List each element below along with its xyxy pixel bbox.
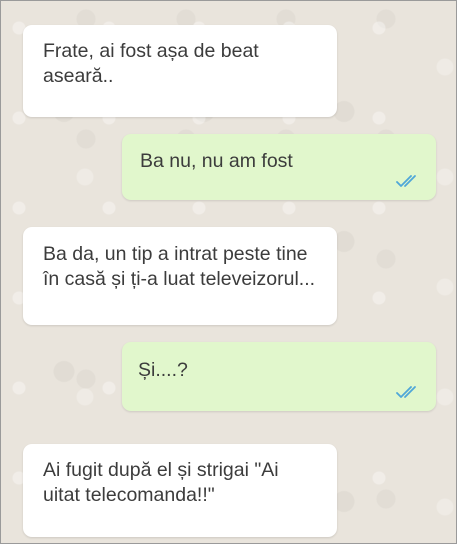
- message-text: Ba da, un tip a intrat peste tine în casă și ți-a luat televeizorul...: [43, 243, 316, 290]
- message-text: Frate, ai fost așa de beat aseară..: [43, 40, 259, 87]
- incoming-message-bubble[interactable]: [23, 25, 337, 117]
- message-text: Ai fugit după el și strigai "Ai uitat telecomanda!!": [43, 459, 279, 506]
- double-check-icon: [396, 174, 420, 188]
- message-text: Ba nu, nu am fost: [140, 150, 293, 172]
- message-text: Și....?: [138, 359, 188, 381]
- incoming-message-bubble[interactable]: [23, 444, 337, 537]
- outgoing-message-bubble[interactable]: [122, 134, 436, 200]
- incoming-message-bubble[interactable]: [23, 227, 337, 325]
- double-check-icon: [396, 385, 420, 399]
- outgoing-message-bubble[interactable]: [122, 342, 436, 411]
